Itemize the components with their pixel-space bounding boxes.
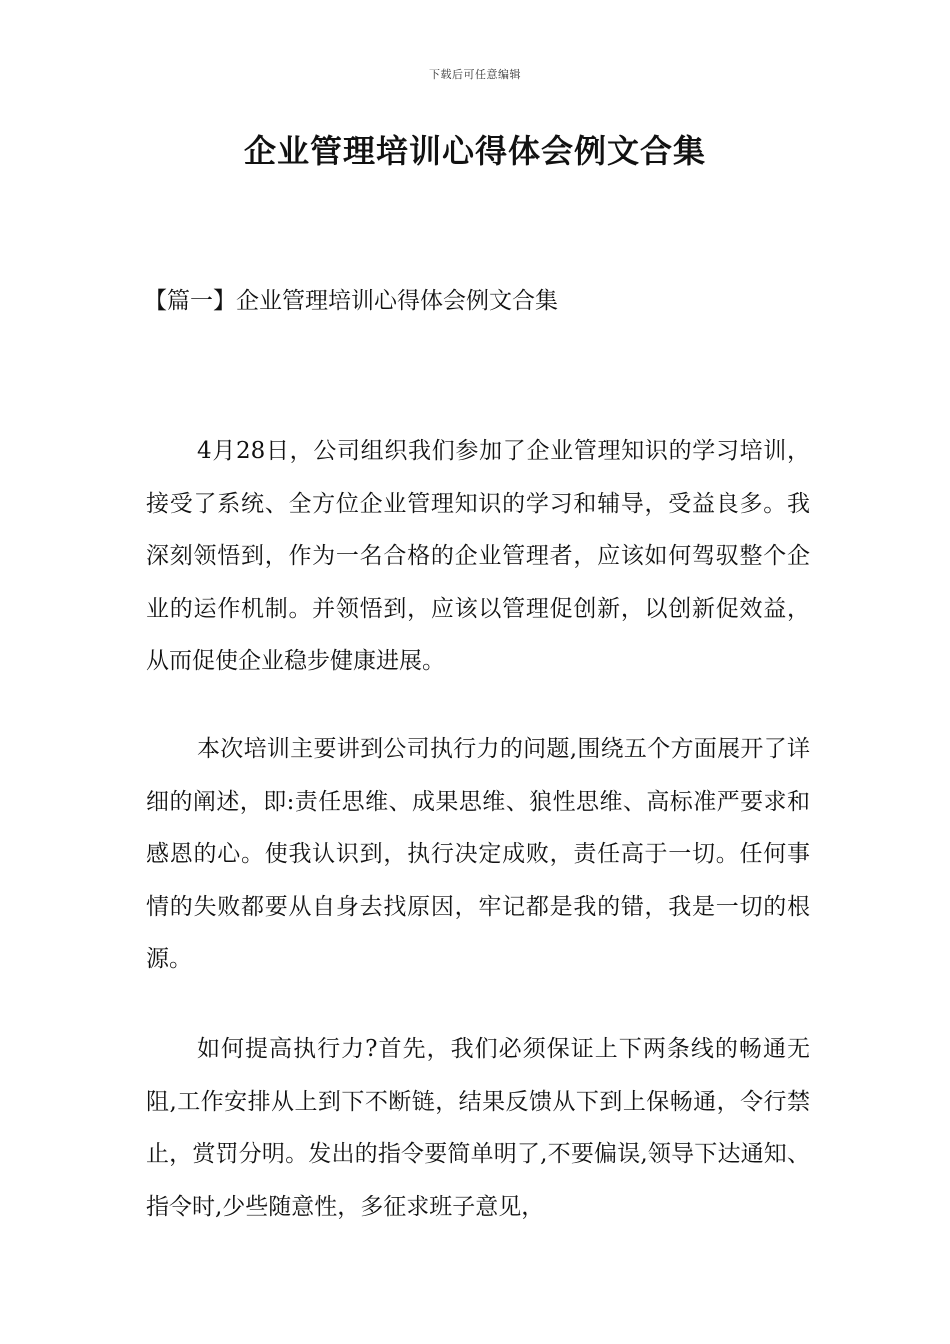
paragraph-1: 4月28日，公司组织我们参加了企业管理知识的学习培训，接受了系统、全方位企业管理知识的学习和辅导，受益良多。我深刻领悟到，作为一名合格的企业管理者，应该如何驾驭整个企业的运作机制。并领悟到，应该以管理促创新，以创新促效益，从而促使企业稳步健康进展。 <box>146 438 810 674</box>
section-heading: 【篇一】企业管理培训心得体会例文合集 <box>144 288 558 314</box>
paragraph-3: 如何提高执行力?首先，我们必须保证上下两条线的畅通无阻,工作安排从上到下不断链，结果反馈从下到上保畅通，令行禁止，赏罚分明。发出的指令要简单明了,不要偏误,领导下达通知、指令时,少些随意性，多征求班子意见， <box>146 1036 810 1220</box>
document-title: 企业管理培训心得体会例文合集 <box>243 132 706 170</box>
header-note: 下载后可任意编辑 <box>429 68 521 81</box>
paragraph-2: 本次培训主要讲到公司执行力的问题,围绕五个方面展开了详细的阐述，即:责任思维、成果思维、狼性思维、高标准严要求和感恩的心。使我认识到，执行决定成败，责任高于一切。任何事情的失败都要从自身去找原因，牢记都是我的错，我是一切的根源。 <box>146 736 810 972</box>
